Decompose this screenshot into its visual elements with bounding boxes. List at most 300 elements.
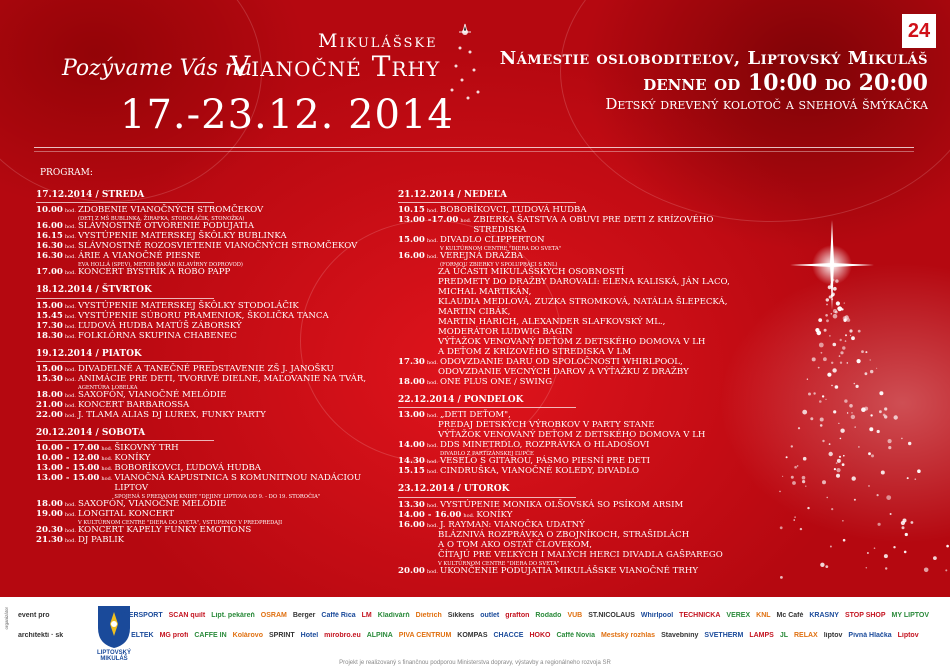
event-row — [398, 467, 758, 477]
tree-sparkle — [820, 418, 824, 422]
event-hod-label: hod. — [426, 254, 438, 261]
tree-sparkle — [847, 412, 848, 413]
tree-sparkle — [902, 526, 905, 529]
event-hod-label: hod. — [101, 446, 113, 453]
event-text: J. RAYMAN: VIANOČKA UDATNÝ — [439, 519, 585, 530]
event-time-value: 18.00 — [36, 499, 63, 510]
event-time-value: 16.15 — [36, 231, 63, 242]
event-time-value: 10.15 — [398, 205, 425, 216]
tree-sparkle — [849, 329, 852, 332]
event-description — [440, 236, 561, 252]
tree-sparkle — [858, 446, 860, 448]
event-description — [440, 567, 698, 577]
event-text: PREDAJ DETSKÝCH VÝROBKOV V PARTY STANE — [438, 420, 655, 431]
sponsor-logo: Pivná Hlačka — [848, 632, 892, 639]
event-hod-label: hod. — [426, 522, 438, 529]
program-column-left — [36, 190, 376, 553]
liptovsky-mikulas-label: LIPTOVSKÝ MIKULÁŠ — [97, 650, 131, 662]
tree-sparkle — [885, 567, 887, 569]
event-time — [36, 375, 78, 391]
sponsor-logo: INTERSPORT — [117, 612, 163, 619]
sponsors-row-2 — [18, 632, 943, 639]
event-hod-label: hod. — [426, 413, 438, 420]
event-hod-label: hod. — [64, 377, 76, 384]
event-text: SAXOFÓN, VIANOČNÉ MELÓDIE — [77, 390, 227, 401]
tree-sparkle — [824, 329, 827, 332]
tree-sparkle — [888, 439, 892, 443]
sponsor-logo: architekti · sk — [18, 632, 64, 639]
sponsor-logo: Liptov — [897, 632, 919, 639]
tree-sparkle — [877, 430, 880, 433]
tree-sparkle — [905, 533, 908, 536]
day-heading: 23.12.2014 / UTOROK — [398, 484, 576, 497]
tree-sparkle — [791, 445, 793, 447]
event-time-value: 21.00 — [36, 400, 63, 410]
tree-sparkle — [819, 400, 822, 403]
tree-sparkle — [838, 423, 839, 424]
sponsor-logo: OSRAM — [260, 612, 287, 619]
event-text: VIANOČNÁ KAPUSTNICA S KOMUNITNOU NADÁCIOU LIPTOV — [114, 473, 362, 494]
event-time — [398, 216, 473, 236]
event-note: (FORMOU ZBIERKY V SPOLUPRÁCI S KNL) — [439, 262, 558, 269]
tree-sparkle — [829, 335, 830, 336]
tree-sparkle — [836, 301, 840, 305]
tree-sparkle — [825, 399, 826, 400]
event-hod-label: hod. — [426, 238, 438, 245]
event-description — [440, 441, 649, 457]
event-time-value: 17.30 — [398, 357, 425, 368]
event-time-value: 16.00 — [36, 221, 63, 232]
event-time-value: 17.30 — [36, 320, 63, 331]
event-time — [398, 328, 438, 338]
event-hod-label: hod. — [426, 469, 438, 476]
event-hod-label: hod. — [426, 208, 438, 215]
event-time — [398, 358, 440, 368]
tree-sparkle — [877, 494, 879, 496]
tree-sparkle — [815, 328, 819, 332]
tree-sparkle — [833, 314, 838, 319]
tree-sparkle — [831, 313, 833, 315]
event-hod-label: hod. — [426, 360, 438, 367]
sponsor-logo: Sikkens — [447, 612, 475, 619]
day-heading: 19.12.2014 / PIATOK — [36, 349, 214, 362]
sponsor-logo: CAFFE IN — [194, 632, 227, 639]
event-text: ONE PLUS ONE / SWING — [439, 377, 553, 387]
event-hod-label: hod. — [64, 303, 76, 310]
tree-sparkle — [865, 351, 867, 353]
tree-sparkle — [829, 296, 832, 299]
tree-sparkle — [836, 474, 840, 478]
tree-sparkle — [797, 465, 799, 467]
sponsor-logo: KOMPAS — [457, 632, 488, 639]
tree-sparkle — [835, 385, 839, 389]
event-hod-label: hod. — [64, 313, 76, 320]
sponsor-logo: LAMPS — [749, 632, 774, 639]
tree-sparkle — [903, 519, 907, 523]
sponsor-logo: TECHNICKA — [679, 612, 721, 619]
sponsor-logo: RELAX — [794, 632, 818, 639]
sponsor-logo: CHACCE — [493, 632, 524, 639]
tree-sparkle — [857, 359, 861, 363]
event-time-value: 15.00 — [398, 235, 425, 246]
event-time-value: 15.30 — [36, 374, 63, 385]
tree-sparkle — [867, 552, 869, 554]
event-description — [78, 375, 366, 391]
tree-sparkle — [800, 528, 802, 530]
tree-sparkle — [812, 357, 816, 361]
tree-sparkle — [833, 410, 836, 413]
event-row — [36, 536, 376, 546]
event-time — [398, 541, 438, 551]
sponsor-logo: STOP SHOP — [844, 612, 886, 619]
tree-sparkle — [858, 330, 861, 333]
day-block — [36, 349, 376, 421]
event-text: ŠIKOVNÝ TRH — [114, 443, 179, 454]
sponsor-logo: Mc Café — [776, 612, 804, 619]
event-time — [398, 268, 438, 278]
tree-sparkle — [844, 302, 845, 303]
tree-sparkle — [851, 412, 852, 413]
sparkle-tree-icon — [770, 160, 950, 590]
event-description — [78, 510, 282, 526]
tree-sparkle — [840, 351, 843, 354]
tree-sparkle — [791, 476, 794, 479]
event-time-value: 15.00 — [36, 300, 63, 311]
sponsor-logo: Caffé Rica — [321, 612, 356, 619]
event-row — [398, 441, 758, 457]
event-hod-label: hod. — [460, 218, 472, 225]
tree-sparkle — [883, 414, 886, 417]
event-hod-label: hod. — [101, 466, 113, 473]
day-block — [36, 285, 376, 341]
event-note: AGENTÚRA LOBELKA — [77, 385, 138, 391]
event-text: VEREJNÁ DRAŽBA — [439, 251, 524, 262]
tree-sparkle — [866, 567, 867, 568]
event-time-value: 10.00 - 12.00 — [36, 453, 100, 464]
tree-sparkle — [818, 367, 820, 369]
event-text: KLAUDIA MEDLOVÁ, ZUZKA STROMKOVÁ, NATÁLIA ŠLEPECKÁ, MARTIN CIBÁK, — [438, 297, 728, 318]
event-description — [78, 411, 266, 421]
event-time-value: 13.00 -17.00 — [398, 215, 459, 226]
event-text: VYSTÚPENIE SÚBORU PRAMENIOK, ŠKOLIČKA TANCA — [77, 310, 329, 321]
tree-sparkle — [856, 385, 859, 388]
event-text: KONÍKY — [114, 453, 151, 464]
sponsor-logo: VÚB — [567, 612, 583, 619]
heading-pozyvame: Pozývame Vás na — [62, 56, 253, 81]
event-text: VYSTÚPENIE MONIKA OLŠOVSKÁ SO PSÍKOM ARSIM — [439, 499, 684, 510]
event-time-value: 13.00 - 15.00 — [36, 473, 100, 484]
sponsor-logo: ALPINA — [366, 632, 393, 639]
event-description — [78, 268, 230, 278]
tree-sparkle — [807, 379, 808, 380]
event-row — [36, 411, 376, 421]
tree-sparkle — [870, 370, 873, 373]
tree-sparkle — [847, 318, 851, 322]
tree-sparkle — [845, 340, 847, 342]
sponsor-logo: VEREX — [726, 612, 751, 619]
tree-sparkle — [836, 462, 838, 464]
heading-kolotoc: Detský drevený kolotoč a snehová šmýkačka — [605, 95, 928, 113]
day-block — [36, 428, 376, 546]
tree-sparkle — [841, 308, 843, 310]
event-hod-label: hod. — [426, 380, 438, 386]
event-time-value: 13.30 — [398, 499, 425, 510]
tree-sparkle — [869, 427, 873, 431]
event-hod-label: hod. — [64, 323, 76, 330]
event-time-value: 14.30 — [398, 456, 425, 467]
sponsor-logo: PIVA CENTRUM — [398, 632, 452, 639]
event-hod-label: hod. — [426, 459, 438, 466]
event-hod-label: hod. — [64, 224, 76, 231]
tree-sparkle — [827, 497, 828, 498]
tree-sparkle — [884, 407, 887, 410]
event-description — [438, 551, 723, 567]
event-time — [36, 411, 78, 421]
tree-sparkle — [861, 350, 864, 353]
event-hod-label: hod. — [64, 254, 76, 261]
event-hod-label: hod. — [101, 476, 113, 483]
sponsor-logo: KNL — [756, 612, 771, 619]
event-hod-label: hod. — [64, 502, 76, 509]
day-block — [398, 395, 758, 477]
event-time-value: 15.15 — [398, 466, 425, 477]
event-time — [398, 551, 438, 567]
tree-sparkle — [894, 415, 898, 419]
day-heading: 21.12.2014 / NEDEĽA — [398, 190, 576, 203]
event-time-value: 13.00 — [398, 410, 425, 421]
heading-place: Námestie osloboditeľov, Liptovský Mikuláš — [499, 48, 928, 69]
event-time-value: 20.30 — [36, 525, 63, 536]
footer-note: Projekt je realizovaný s finančnou podporou Ministerstva dopravy, výstavby a regionálneho rozvoja SR — [339, 660, 611, 666]
event-time — [398, 441, 440, 457]
event-note: V KULTÚRNOM CENTRE "DIERA DO SVETA" — [439, 246, 562, 253]
tree-sparkle — [854, 383, 856, 385]
tree-sparkle — [843, 539, 846, 542]
tree-sparkle — [808, 393, 811, 396]
tree-sparkle — [825, 565, 828, 568]
event-text: KONCERT BARBAROSSA — [77, 400, 190, 410]
event-time — [36, 268, 78, 278]
event-time-value: 22.00 — [36, 409, 63, 420]
event-time — [398, 318, 438, 328]
tree-sparkle — [802, 480, 805, 483]
tree-sparkle — [945, 569, 947, 571]
sponsor-logo: Whirlpool — [640, 612, 674, 619]
tree-sparkle — [864, 407, 868, 411]
sponsors-row-1 — [18, 612, 943, 619]
event-hod-label: hod. — [64, 208, 76, 215]
event-text: DDS MINETRDLO, ROZPRÁVKA O HLADOŠOVI — [439, 440, 650, 451]
event-row — [36, 474, 376, 500]
event-text: FOLKLÓRNA SKUPINA CHABENEC — [77, 330, 237, 341]
tree-sparkle — [780, 526, 783, 529]
heading-dates: 17.-23.12. 2014 — [120, 92, 454, 138]
tree-sparkle — [823, 357, 827, 361]
tree-sparkle — [850, 335, 851, 336]
event-description — [438, 298, 758, 318]
tree-sparkle — [924, 568, 929, 573]
event-note: (DETI Z MŠ BUBLINKA, ŽIRAFKA, STODOLÁČIK, STONOŽKA) — [77, 216, 245, 223]
event-text: MARTIN HARICH, ALEXANDER SLAFKOVSKÝ ML., — [438, 317, 666, 328]
tree-sparkle — [831, 508, 833, 510]
sponsor-logo: Mestský rozhlas — [600, 632, 656, 639]
tree-sparkle — [832, 368, 836, 372]
tree-sparkle — [881, 471, 885, 475]
event-time — [36, 536, 78, 546]
event-time — [398, 467, 440, 477]
tree-sparkle — [870, 414, 872, 416]
event-row — [398, 378, 758, 388]
small-tree-icon — [440, 20, 490, 110]
event-time — [36, 252, 78, 268]
event-hod-label: hod. — [64, 333, 76, 340]
sponsor-logo: SVETHERM — [704, 632, 744, 639]
sponsor-logo: Kladivárň — [377, 612, 410, 619]
tree-sparkle — [946, 545, 949, 548]
tree-sparkle — [837, 306, 842, 311]
tree-sparkle — [780, 576, 783, 579]
event-text: A DEŤOM Z KRÍZOVÉHO STREDISKA V LM — [438, 347, 632, 358]
sponsor-logo: Lipt. pekáreň — [211, 612, 255, 619]
event-hod-label: hod. — [426, 568, 438, 575]
tree-sparkle — [794, 516, 796, 518]
event-time-value: 19.00 — [36, 509, 63, 520]
tree-sparkle — [851, 336, 855, 340]
event-description — [440, 378, 552, 388]
event-row — [36, 375, 376, 391]
event-time-value: 10.00 - 17.00 — [36, 443, 100, 454]
sponsor-logo: MY LIPTOV — [891, 612, 930, 619]
tree-sparkle — [822, 395, 824, 397]
tree-sparkle — [851, 415, 855, 419]
event-time — [398, 531, 438, 541]
event-time — [398, 411, 440, 421]
program-title: PROGRAM: — [40, 168, 93, 178]
event-time — [398, 521, 440, 531]
tree-sparkle — [837, 459, 841, 463]
event-text: „DETI DEŤOM", — [439, 410, 511, 421]
tree-sparkle — [813, 392, 815, 394]
event-time — [36, 474, 114, 500]
event-time — [36, 206, 78, 222]
tree-sparkle — [831, 385, 832, 386]
event-text: DJ PABLIK — [77, 535, 125, 546]
event-time-value: 18.00 — [36, 390, 63, 401]
tree-sparkle — [826, 298, 829, 301]
event-time-value: 14.00 - 16.00 — [398, 509, 462, 520]
event-time — [36, 332, 78, 342]
event-description — [114, 474, 376, 500]
tree-sparkle — [807, 507, 809, 509]
tree-sparkle — [893, 546, 895, 548]
event-description — [473, 216, 758, 236]
sponsor-logo: Berger — [292, 612, 316, 619]
sponsor-logo: KRÁSNY — [809, 612, 839, 619]
day-heading: 22.12.2014 / PONDELOK — [398, 395, 576, 408]
tree-sparkle — [825, 314, 828, 317]
event-time — [36, 510, 78, 526]
event-note: V KULTÚRNOM CENTRE "DIERA DO SVETA" — [438, 560, 560, 567]
event-text: KONÍKY — [476, 509, 513, 520]
tree-sparkle — [839, 456, 841, 458]
event-description — [440, 467, 639, 477]
tree-sparkle — [822, 480, 826, 484]
event-text: KONCERT BYSTRÍK A ROBO PAPP — [77, 267, 231, 278]
event-text: DIVADELNÉ A TANEČNÉ PREDSTAVENIE ZŠ J. JANOŠKU — [77, 364, 334, 375]
day-block — [398, 484, 758, 576]
tree-sparkle — [849, 404, 853, 408]
tree-sparkle — [833, 309, 837, 313]
event-text: VÝŤAŽOK VENOVANÝ DEŤOM Z DETSKÉHO DOMOVA V LH — [438, 337, 706, 348]
heading-mikulasske: Mikulášske — [318, 30, 438, 52]
sponsor-logo: ELTEK — [131, 632, 154, 639]
event-time-value: 16.30 — [36, 251, 63, 262]
event-hod-label: hod. — [64, 528, 76, 535]
tree-sparkle — [854, 426, 856, 428]
event-text: ODOVZDANIE DARU OD SPOLOČNOSTI WHIRLPOOL, — [439, 357, 683, 368]
event-time-value: 16.00 — [398, 251, 425, 262]
tree-sparkle — [876, 368, 877, 369]
tree-sparkle — [854, 499, 856, 501]
event-text: J. TLAMA ALIAS DJ LUREX, FUNKY PARTY — [77, 409, 266, 420]
tree-sparkle — [847, 362, 849, 364]
event-note: V KULTÚRNOM CENTRE "DIERA DO SVETA", VSTUPENKY V PREDPREDAJI — [77, 520, 283, 527]
heading-vianocne-trhy: Vianočné Trhy — [230, 50, 441, 83]
sponsor-logo: Stavebniny — [661, 632, 699, 639]
event-text: ANIMÁCIE PRE DETI, TVORIVÉ DIELNE, MAĽOVANIE NA TVÁR, — [77, 374, 367, 385]
event-row — [398, 236, 758, 252]
event-row — [398, 567, 758, 577]
day-block — [36, 190, 376, 278]
sponsor-logo: Rodado — [535, 612, 562, 619]
sponsor-logo: outlet — [480, 612, 500, 619]
tree-sparkle — [874, 547, 876, 549]
tree-sparkle — [798, 427, 800, 429]
tree-sparkle — [826, 304, 828, 306]
day-heading: 20.12.2014 / SOBOTA — [36, 428, 214, 441]
tree-sparkle — [802, 410, 807, 415]
tree-sparkle — [840, 362, 842, 364]
sponsor-logo: MG profi — [159, 632, 189, 639]
tree-sparkle — [829, 452, 833, 456]
tree-sparkle — [904, 551, 907, 554]
liptovsky-mikulas-crest-icon — [94, 602, 134, 650]
event-time — [398, 278, 438, 298]
event-time-value: 18.30 — [36, 330, 63, 341]
tree-sparkle — [802, 476, 806, 480]
sponsor-logo: event pro — [18, 612, 50, 619]
event-text: ODOVZDANIE VECNÝCH DAROV A VÝŤAŽKU Z DRAŽBY — [438, 367, 689, 378]
event-text: ĽUDOVÁ HUDBA MATÚŠ ZÁBORSKÝ — [77, 320, 242, 331]
event-time — [398, 421, 438, 431]
sponsor-logo: Caffé Novia — [556, 632, 595, 639]
event-text: CINDRUŠKA, VIANOČNÉ KOLEDY, DIVADLO — [439, 466, 640, 477]
tree-sparkle — [879, 410, 882, 413]
event-time — [398, 338, 438, 348]
event-text: UKONČENIE PODUJATIA MIKULÁŠSKE VIANOČNÉ TRHY — [439, 565, 699, 576]
event-time-value: 18.00 — [398, 377, 425, 387]
event-text: ČÍTAJÚ PRE VEĽKÝCH I MALÝCH HERCI DIVADLA GAŠPAREGO — [438, 549, 723, 560]
event-note: EVA HOLLÁ (SPEV), METOD RAKÁR (KLAVÍRNY DOPROVOD) — [77, 262, 243, 269]
tree-sparkle — [840, 438, 842, 440]
event-text: VYSTÚPENIE MATERSKEJ ŠKÔLKY STODOLÁČIK — [77, 300, 299, 311]
tree-sparkle — [842, 520, 844, 522]
event-text: ZA ÚČASTI MIKULÁŠSKYCH OSOBNOSTÍ — [438, 267, 625, 278]
tree-sparkle — [915, 478, 917, 480]
event-hod-label: hod. — [64, 270, 76, 277]
tree-sparkle — [884, 554, 888, 558]
tree-sparkle — [833, 343, 837, 347]
